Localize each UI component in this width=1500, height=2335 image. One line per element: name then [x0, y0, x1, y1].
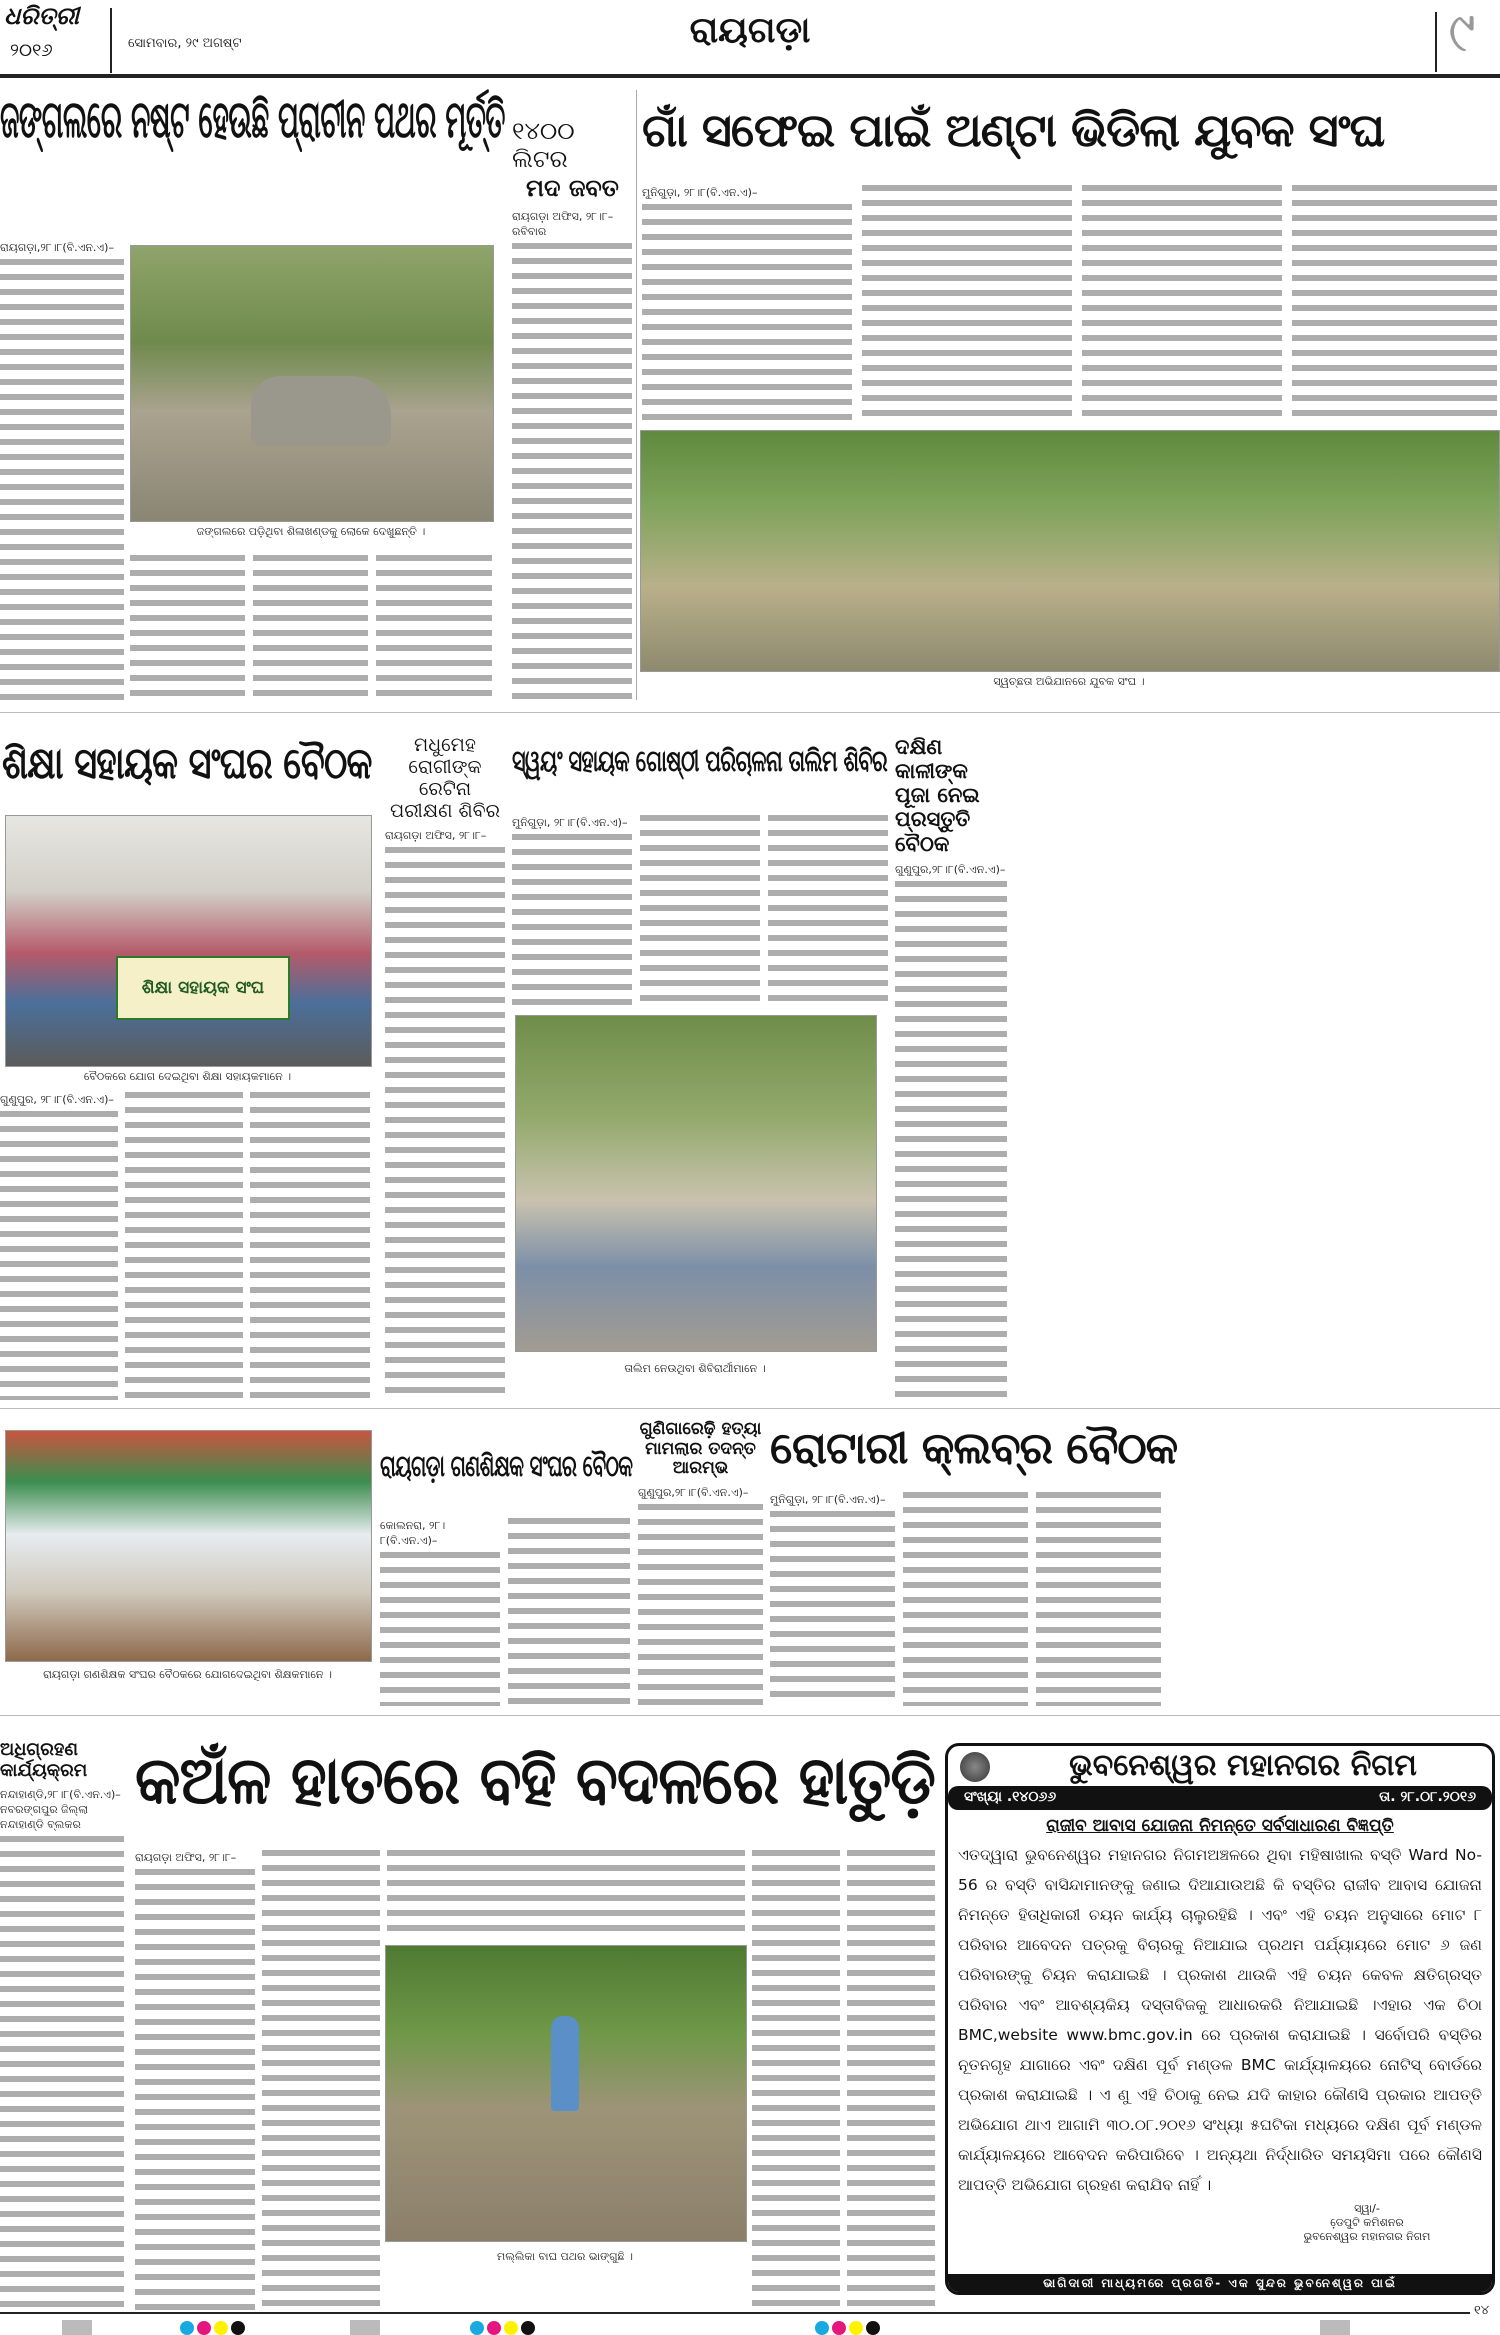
article-lead: ନନ୍ଦାହାଣ୍ଡି,୨୮।୮(ବି.ଏନ.ଏ)– ନବରଙ୍ଗପୁର ଜିଲ୍ଲା ନନ୍ଦାହାଣ୍ଡି ବ୍ଲକର — [0, 1788, 121, 1832]
headline-retina-camp: ମଧୁମେହ ରୋଗୀଙ୍କ ରେଟିନା ପରୀକ୍ଷଣ ଶିବିର — [389, 734, 500, 822]
photo-caption: ଜଙ୍ଗଲରେ ପଡ଼ିଥିବା ଶିଳାଖଣ୍ଡକୁ ଲୋକେ ଦେଖୁଛନ୍ତି । — [196, 525, 426, 538]
headline-child-labour: କଅଁଳ ହାତରେ ବହି ବଦଳରେ ହାତୁଡ଼ି — [135, 1742, 935, 1819]
article-body — [512, 118, 632, 700]
article-text — [642, 204, 852, 425]
article-text — [512, 834, 632, 1007]
color-dot — [470, 2321, 484, 2335]
ad-slogan: ଭାଗିଦାରୀ ମାଧ୍ୟମରେ ପ୍ରଗତି- ଏକ ସୁନ୍ଦର ଭୁବନେଶ୍ୱର ପାଇଁ — [948, 2274, 1492, 2292]
article-text — [125, 1092, 243, 1400]
article-lead: ଗୁଣୁପୁର,୨୮।୮(ବି.ଏନ.ଏ)– — [638, 1485, 749, 1499]
divider — [1435, 12, 1437, 72]
article-lead: ରାୟଗଡ଼ା ଅଫିସ, ୨୮।୮– — [135, 1851, 237, 1864]
issue-date: ସୋମବାର, ୨୯ ଅଗଷ୍ଟ — [128, 36, 242, 51]
article-text — [1082, 185, 1282, 425]
headline-shg-training: ସ୍ୱୟଂ ସହାୟକ ଗୋଷ୍ଠୀ ପରିଚାଳନା ତାଲିମ ଶିବିର — [512, 744, 888, 779]
article-text — [262, 1850, 380, 2308]
article-text — [770, 1511, 895, 1706]
article-text — [135, 1869, 255, 2310]
color-dot — [231, 2321, 245, 2335]
article-lead: ରାୟଗଡ଼ା ଅଫିସ, ୨୮।୮–ରବିବାର — [512, 209, 614, 238]
color-dot — [504, 2321, 518, 2335]
article-lead: ରାୟଗଡ଼ା,୨୮।୮(ବି.ଏନ.ଏ)– — [0, 241, 114, 254]
article-text — [1036, 1492, 1161, 1706]
photo-caption: ବୈଠକରେ ଯୋଗ ଦେଇଥିବା ଶିକ୍ଷା ସହାୟକମାନେ । — [83, 1070, 292, 1083]
column-divider — [636, 90, 637, 700]
headline-murder-case: ଗୁଣିଗାରେଢ଼ି ହତ୍ୟା ମାମଲାର ତଦନ୍ତ ଆରମ୍ଭ — [639, 1419, 762, 1479]
article-text — [130, 555, 245, 700]
headline-kali-puja: ଦକ୍ଷିଣ କାଳୀଙ୍କ ପୂଜା ନେଇ ପ୍ରସ୍ତୁତି ବୈଠକ — [895, 735, 980, 856]
color-dot — [521, 2321, 535, 2335]
article-body — [642, 185, 852, 425]
color-dot — [849, 2321, 863, 2335]
ad-ref-date: ତା. ୨୮.୦୮.୨୦୧୬ — [1379, 1789, 1476, 1805]
footer-rule — [0, 2312, 1470, 2314]
girl-breaking-stones-photo — [385, 1945, 747, 2242]
headline-youth-club: ଗାଁ ସଫେଇ ପାଇଁ ଅଣ୍ଟା ଭିଡିଲା ଯୁବକ ସଂଘ — [642, 103, 1385, 157]
forest-stone-photo — [130, 245, 494, 522]
color-dot — [832, 2321, 846, 2335]
youth-club-photo — [640, 430, 1500, 672]
article-text — [847, 1850, 935, 2308]
article-body — [770, 1492, 895, 1706]
article-lead: ଗୁଣୁପୁର,୨୮।୮(ବି.ଏନ.ଏ)– — [895, 862, 1006, 876]
article-text — [903, 1492, 1028, 1706]
article-lead: ରାୟଗଡ଼ା ଅଫିସ, ୨୮।୮– — [385, 829, 487, 843]
article-text — [387, 1850, 745, 1938]
article-text — [862, 185, 1072, 425]
signature-mark: ସ୍ୱା/- — [1354, 2202, 1380, 2215]
article-body — [0, 240, 124, 700]
ad-signature — [1252, 2202, 1482, 2244]
ad-org-title: ଭୁବନେଶ୍ୱର ମହାନଗର ନିଗମ — [1069, 1748, 1417, 1783]
color-dot — [197, 2321, 211, 2335]
article-body — [512, 815, 632, 1007]
bmc-emblem-icon — [960, 1752, 990, 1782]
ad-body: ଏତଦ୍ୱାରା ଭୁବନେଶ୍ୱର ମହାନଗର ନିଗମଅଞ୍ଚଳରେ ଥିବା ମହିଷାଖାଲ ବସ୍ତି Ward No-56 ର ବସ୍ତି ବାସିନ୍ଦାମାନଙ୍କୁ ଜଣାଇ ଦିଆଯାଉଅଛି କି ବସ୍ତିର ରାଜୀବ ଆବାସ ଯୋଜନା ନିମନ୍ତେ ହିତାଧିକାରୀ ଚୟନ କାର୍ଯ୍ୟ ଚାଲୁରହିଛି । ଏବଂ ଏହି ଚୟନ ଅନୁସାରେ ମୋଟ ୮ ପରିବାର ଆବେଦନ ପତ୍ରକୁ ବିଚାରକୁ ନିଆଯାଇ ପ୍ରଥମ ପର୍ଯ୍ୟାୟରେ ମୋଟ ୬ ଜଣ ପରିବାରଙ୍କୁ ଚିୟନ କରାଯାଇଛି । ପ୍ରକାଶ ଥାଉକି ଏହି ଚୟନ କେବଳ କ୍ଷତିଗ୍ରସ୍ତ ପରିବାର ଏବଂ ଆବଶ୍ୟକିୟ ଦସ୍ତାବିଜକୁ ଆଧାରକରି ନିଆଯାଇଛି ।ଏହାର ଏକ ଚିଠା BMC,website www.bmc.gov.in ରେ ପ୍ରକାଶ କରାଯାଇଛି । ସର୍ବୋପରି ବସ୍ତିର ନୂତନଗୃହ ଯାଗାରେ ଏବଂ ଦକ୍ଷିଣ ପୂର୍ବ ମଣ୍ଡଳ BMC କାର୍ଯ୍ୟାଳୟରେ ନୋଟିସ୍ ବୋର୍ଡରେ ପ୍ରକାଶ କରାଯାଇଛି । ଏ ଣୁ ଏହି ଚିଠାକୁ ନେଇ ଯଦି କାହାର କୌଣସି ପ୍ରକାର ଆପତ୍ତି ଅଭିଯୋଗ ଥାଏ ଆଗାମି ୩୦.୦୮.୨୦୧୬ ସଂଧ୍ୟା ୫ଘଟିକା ମଧ୍ୟରେ ଦକ୍ଷିଣ ପୂର୍ବ ମଣ୍ଡଳ କାର୍ଯ୍ୟାଳୟରେ ଆବେଦନ କରିପାରିବେ । ଅନ୍ୟଥା ନିର୍ଦ୍ଧାରିତ ସମୟସିମା ପରେ କୌଣସି ଆପତ୍ତି ଅଭିଯୋଗ ଗ୍ରହଣ କରାଯିବ ନାହିଁ । — [958, 1846, 1482, 2194]
color-dot — [214, 2321, 228, 2335]
photo-caption: ରାୟଗଡ଼ା ଗଣଶିକ୍ଷକ ସଂଘର ବୈଠକରେ ଯୋଗଦେଇଥିବା ଶିକ୍ଷକମାନେ । — [43, 1668, 332, 1681]
logo-year: ୨୦୧୬ — [10, 40, 53, 61]
headline-liquor-2: ମଦ ଜବତ — [526, 174, 619, 203]
article-text — [0, 1836, 124, 2310]
color-dot — [815, 2321, 829, 2335]
article-text — [895, 881, 1007, 1400]
child-figure — [551, 2016, 579, 2111]
newspaper-logo: ଧରିତ୍ରୀ — [4, 2, 79, 30]
article-text — [508, 1518, 630, 1706]
masthead-rule — [0, 74, 1500, 78]
ad-header — [948, 1746, 1492, 1786]
ad-ref-number: ସଂଖ୍ୟା .୧୪୦୬୬ — [964, 1789, 1057, 1805]
article-lead: କୋଲନରା, ୨୮।୮(ବି.ଏନ.ଏ)– — [380, 1519, 446, 1547]
article-text — [376, 555, 492, 700]
article-text — [640, 815, 760, 1007]
color-dot — [487, 2321, 501, 2335]
article-text — [253, 555, 368, 700]
headline-land-acquisition: ଅଧିଗ୍ରହଣ କାର୍ଯ୍ୟକ୍ରମ — [0, 1739, 88, 1781]
photo-caption: ତାଲିମ ନେଉଥିବା ଶିବିରାର୍ଥୀମାନେ । — [624, 1362, 766, 1375]
article-lead: ମୁନିଗୁଡ଼ା, ୨୮।୮(ବି.ଏନ.ଏ)– — [642, 186, 758, 199]
signatory-title: ଡେ଼ପୁଟି କମିଶନର — [1330, 2216, 1404, 2229]
article-text — [250, 1092, 370, 1400]
teachers-meeting-photo — [5, 1430, 372, 1662]
article-text — [380, 1552, 500, 1706]
bmc-notice-ad — [945, 1743, 1495, 2295]
row-divider — [0, 712, 1500, 713]
registration-mark — [1320, 2320, 1350, 2335]
page-number: ୯ — [1448, 0, 1476, 65]
row-divider — [0, 1408, 1500, 1409]
article-lead: ମୁନିଗୁଡ଼ା, ୨୮।୮(ବି.ଏନ.ଏ)– — [770, 1493, 886, 1506]
article-body — [638, 1420, 763, 1706]
photo-caption: ସ୍ୱଚ୍ଛତା ଅଭିଯାନରେ ଯୁବକ ସଂଘ । — [993, 675, 1145, 688]
headline-teacher-assistants: ଶିକ୍ଷା ସହାୟକ ସଂଘର ବୈଠକ — [2, 738, 372, 789]
ad-heading: ରାଜୀବ ଆବାସ ଯୋଜନା ନିମନ୍ତେ ସର୍ବସାଧାରଣ ବିଜ୍ଞପ୍ତି — [1046, 1816, 1394, 1836]
article-lead: ଗୁଣୁପୁର, ୨୮।୮(ବି.ଏନ.ଏ)– — [0, 1093, 114, 1106]
stone-idol — [251, 376, 391, 446]
article-text — [1292, 185, 1497, 425]
folio: ୧୪ — [1474, 2303, 1490, 2318]
article-lead: ମୁନିଗୁଡ଼ା, ୨୮।୮(ବି.ଏନ.ଏ)– — [512, 816, 628, 829]
color-dot — [180, 2321, 194, 2335]
signatory-org: ଭୁବନେଶ୍ୱର ମହାନଗର ନିଗମ — [1303, 2230, 1431, 2243]
registration-mark — [350, 2320, 380, 2335]
article-body — [385, 735, 505, 1400]
color-dot — [866, 2321, 880, 2335]
article-text — [0, 259, 124, 700]
article-text — [385, 847, 505, 1400]
banner: ଶିକ୍ଷା ସହାୟକ ସଂଘ — [116, 956, 290, 1020]
article-body — [0, 1740, 124, 2310]
headline-stone-idols: ଜଙ୍ଗଲରେ ନଷ୍ଟ ହେଉଛି ପ୍ରାଚୀନ ପଥର ମୂର୍ତ୍ତି — [0, 90, 505, 150]
article-text — [638, 1504, 763, 1706]
headline-ganashikshak: ରାୟଗଡ଼ା ଗଣଶିକ୍ଷକ ସଂଘର ବୈଠକ — [380, 1449, 633, 1484]
article-body — [135, 1850, 255, 2310]
ad-spacer — [948, 2246, 1492, 2274]
photo-caption: ମଲ୍ଲିକା ବାଘ ପଥର ଭାଙ୍ଗୁଛି । — [497, 2250, 633, 2263]
headline-rotary-club: ରୋଟାରୀ କ୍ଲବ୍‌ର ବୈଠକ — [770, 1423, 1178, 1474]
row-divider — [0, 1715, 1500, 1716]
article-text — [768, 815, 888, 1007]
article-body — [0, 1092, 118, 1400]
section-title: ରାୟଗଡ଼ା — [689, 10, 811, 51]
article-text — [512, 243, 632, 700]
ad-reference-bar — [948, 1786, 1492, 1810]
article-body — [380, 1518, 500, 1706]
teacher-assistants-photo — [5, 815, 372, 1067]
divider — [110, 8, 112, 73]
article-text — [0, 1111, 118, 1400]
article-body — [895, 735, 1007, 1400]
article-text — [752, 1850, 840, 2308]
headline-liquor: ୧୪୦୦ ଲିଟର — [512, 117, 575, 173]
registration-mark — [62, 2320, 92, 2335]
shg-training-photo — [515, 1015, 877, 1352]
